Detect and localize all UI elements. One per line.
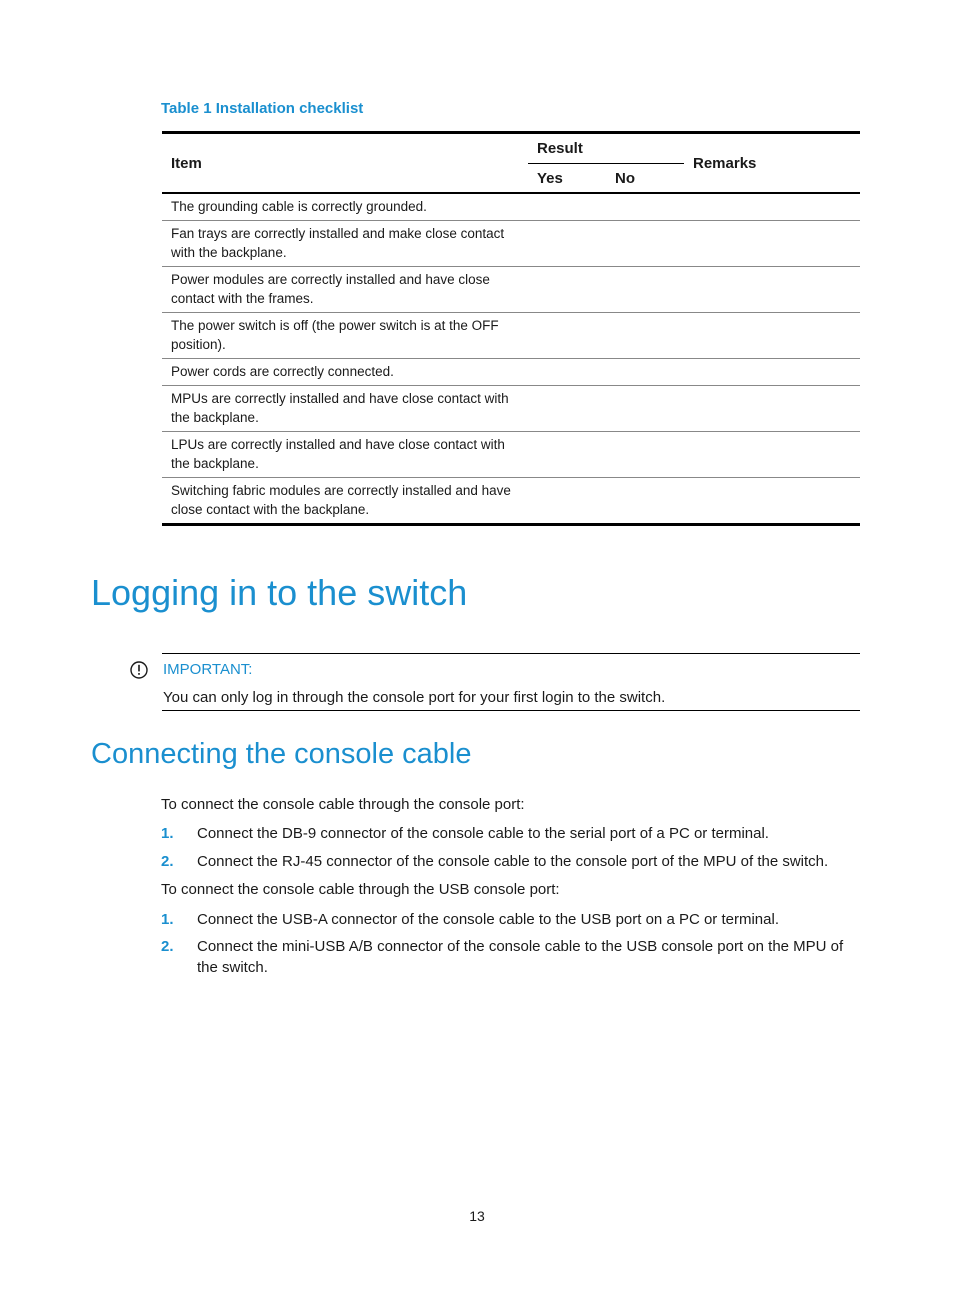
list-item: [161, 823, 864, 844]
row-yes: [528, 432, 606, 478]
intro-paragraph: To connect the console cable through the USB console port:: [161, 881, 560, 898]
table-caption: Table 1 Installation checklist: [161, 100, 364, 117]
row-remarks: [684, 313, 860, 359]
table-row: [162, 221, 860, 267]
table-row: [162, 359, 860, 386]
page-number: 13: [469, 1208, 485, 1224]
row-remarks: [684, 267, 860, 313]
warning-circle-icon: [130, 661, 148, 679]
table-row: [162, 386, 860, 432]
row-no: [606, 478, 684, 525]
step-number: 2.: [161, 853, 174, 870]
row-item: Power cords are correctly connected.: [162, 359, 528, 386]
step-number: 2.: [161, 938, 174, 955]
column-header-result: Result: [528, 133, 684, 164]
column-header-no: No: [606, 164, 684, 194]
table-row: [162, 313, 860, 359]
row-item: The power switch is off (the power switch is at the OFF position).: [162, 313, 528, 359]
step-number: 1.: [161, 911, 174, 928]
section-title-connecting-console: Connecting the console cable: [91, 738, 472, 770]
row-yes: [528, 386, 606, 432]
column-header-remarks: Remarks: [684, 133, 860, 194]
step-text: Connect the RJ-45 connector of the console cable to the console port of the MPU of the switch.: [197, 853, 829, 870]
row-yes: [528, 359, 606, 386]
row-remarks: [684, 386, 860, 432]
row-no: [606, 221, 684, 267]
table-row: [162, 478, 860, 525]
row-remarks: [684, 359, 860, 386]
row-yes: [528, 267, 606, 313]
installation-checklist-table: [162, 131, 860, 526]
row-no: [606, 359, 684, 386]
column-header-yes: Yes: [528, 164, 606, 194]
step-text: Connect the mini-USB A/B connector of the console cable to the USB console port on the MPU of the switch.: [197, 938, 844, 976]
row-item: Switching fabric modules are correctly installed and have close contact with the backplane.: [171, 483, 511, 517]
row-no: [606, 432, 684, 478]
section-title-logging-in: Logging in to the switch: [91, 572, 468, 613]
table-row: [162, 432, 860, 478]
step-text: Connect the DB-9 connector of the console cable to the serial port of a PC or terminal.: [197, 825, 769, 842]
row-yes: [528, 193, 606, 221]
list-item: [161, 936, 864, 978]
row-remarks: [684, 432, 860, 478]
intro-paragraph: To connect the console cable through the console port:: [161, 796, 525, 813]
step-number: 1.: [161, 825, 174, 842]
row-no: [606, 267, 684, 313]
row-remarks: [684, 221, 860, 267]
row-remarks: [684, 478, 860, 525]
row-no: [606, 386, 684, 432]
row-no: [606, 193, 684, 221]
row-yes: [528, 313, 606, 359]
row-item: The grounding cable is correctly grounded.: [162, 193, 528, 221]
row-item: Power modules are correctly installed and have close contact with the frames.: [162, 267, 528, 313]
row-yes: [528, 221, 606, 267]
table-row: [162, 193, 860, 221]
step-text: Connect the USB-A connector of the console cable to the USB port on a PC or terminal.: [197, 911, 779, 928]
row-item: Fan trays are correctly installed and make close contact with the backplane.: [162, 221, 528, 267]
column-header-item: Item: [162, 133, 528, 194]
row-remarks: [684, 193, 860, 221]
important-label: IMPORTANT:: [163, 661, 253, 678]
list-item: [161, 909, 864, 930]
important-text: You can only log in through the console port for your first login to the switch.: [163, 689, 666, 706]
row-no: [606, 313, 684, 359]
row-item: LPUs are correctly installed and have close contact with the backplane.: [162, 432, 528, 478]
list-item: [161, 851, 864, 872]
row-yes: [528, 478, 606, 525]
row-item: MPUs are correctly installed and have close contact with the backplane.: [162, 386, 528, 432]
table-row: [162, 267, 860, 313]
